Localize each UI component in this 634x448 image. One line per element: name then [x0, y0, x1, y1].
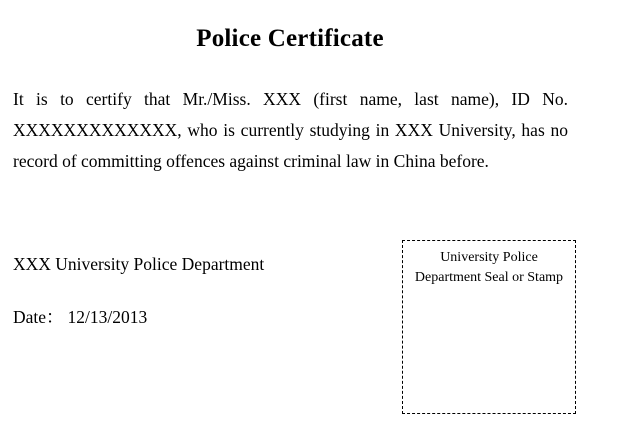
certificate-title: Police Certificate	[196, 25, 384, 52]
certificate-body-text: It is to certify that Mr./Miss. XXX (first name, last name), ID No. XXXXXXXXXXXXX, who is currently studying in XXX University, has no record of committing offences against criminal law in China before.	[13, 89, 568, 171]
date-row	[13, 305, 147, 329]
seal-stamp-label-line2: Department Seal or Stamp	[414, 270, 564, 285]
seal-stamp-label	[403, 248, 575, 288]
issuing-department: XXX University Police Department	[13, 254, 265, 274]
seal-stamp-label-line1: University Police	[440, 250, 538, 265]
date-label: Date：	[13, 307, 64, 327]
seal-stamp-box	[402, 240, 576, 414]
date-value: 12/13/2013	[67, 307, 148, 327]
